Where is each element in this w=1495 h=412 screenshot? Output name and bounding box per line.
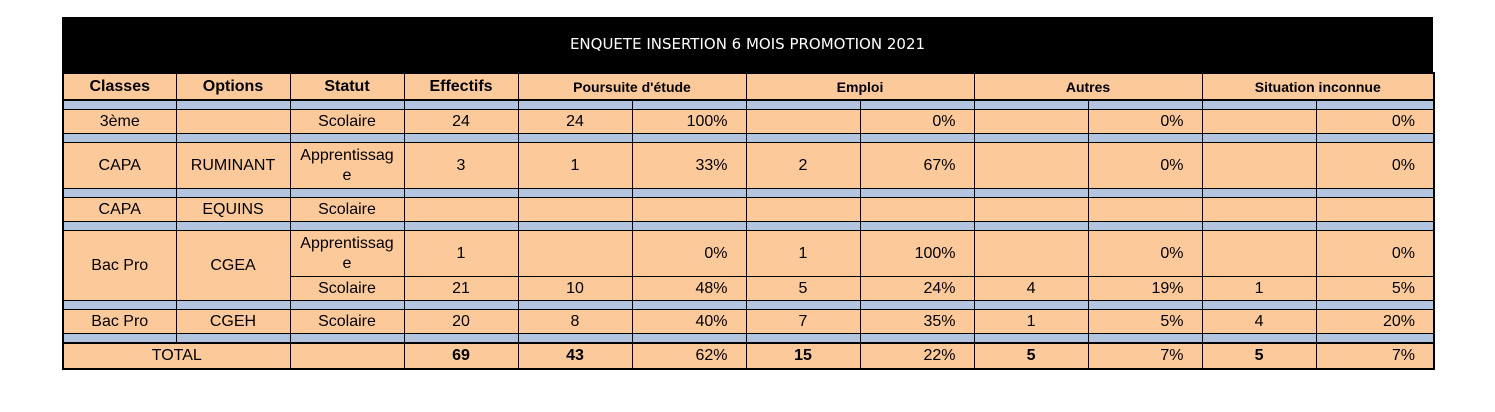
separator-cell bbox=[404, 134, 518, 143]
cell-si-p: 5% bbox=[1316, 277, 1434, 301]
total-au-n: 5 bbox=[974, 343, 1088, 369]
separator-cell bbox=[632, 222, 746, 231]
cell-option: EQUINS bbox=[176, 198, 290, 222]
separator-cell bbox=[1202, 301, 1316, 310]
separator-cell bbox=[746, 100, 860, 110]
table-body bbox=[63, 100, 1434, 369]
table-row bbox=[63, 110, 1434, 134]
cell-option bbox=[176, 110, 290, 134]
separator-cell bbox=[404, 100, 518, 110]
separator-cell bbox=[518, 301, 632, 310]
total-pe-p: 62% bbox=[632, 343, 746, 369]
separator-cell bbox=[1202, 222, 1316, 231]
cell-au-n: 1 bbox=[974, 310, 1088, 334]
separator-cell bbox=[1202, 134, 1316, 143]
cell-pe-n: 24 bbox=[518, 110, 632, 134]
separator-cell bbox=[1316, 189, 1434, 198]
separator-cell bbox=[404, 189, 518, 198]
cell-pe-p: 0% bbox=[632, 231, 746, 277]
total-si-p: 7% bbox=[1316, 343, 1434, 369]
cell-pe-p bbox=[632, 198, 746, 222]
separator-cell bbox=[176, 189, 290, 198]
cell-pe-p: 48% bbox=[632, 277, 746, 301]
separator-cell bbox=[632, 134, 746, 143]
separator-cell bbox=[518, 222, 632, 231]
cell-si-n: 1 bbox=[1202, 277, 1316, 301]
cell-classe: CAPA bbox=[63, 198, 176, 222]
separator-cell bbox=[632, 334, 746, 344]
cell-option: RUMINANT bbox=[176, 143, 290, 189]
cell-em-p: 24% bbox=[860, 277, 974, 301]
separator-cell bbox=[746, 134, 860, 143]
cell-statut: Scolaire bbox=[290, 110, 404, 134]
cell-classe: Bac Pro bbox=[63, 231, 176, 301]
separator-cell bbox=[176, 222, 290, 231]
cell-au-p: 19% bbox=[1088, 277, 1202, 301]
cell-em-n: 5 bbox=[746, 277, 860, 301]
separator-cell bbox=[176, 301, 290, 310]
cell-effectif: 21 bbox=[404, 277, 518, 301]
cell-em-p: 67% bbox=[860, 143, 974, 189]
cell-pe-p: 100% bbox=[632, 110, 746, 134]
separator-cell bbox=[290, 189, 404, 198]
total-pe-n: 43 bbox=[518, 343, 632, 369]
cell-effectif bbox=[404, 198, 518, 222]
header-poursuite: Poursuite d'étude bbox=[518, 73, 746, 100]
separator-cell bbox=[860, 189, 974, 198]
cell-au-p: 0% bbox=[1088, 110, 1202, 134]
cell-statut: Apprentissag e bbox=[290, 143, 404, 189]
cell-au-p: 5% bbox=[1088, 310, 1202, 334]
separator-cell bbox=[1316, 134, 1434, 143]
cell-option: CGEA bbox=[176, 231, 290, 301]
separator-cell bbox=[974, 334, 1088, 344]
separator-cell bbox=[746, 222, 860, 231]
cell-em-p bbox=[860, 198, 974, 222]
total-row bbox=[63, 343, 1434, 369]
cell-effectif: 1 bbox=[404, 231, 518, 277]
header-row bbox=[63, 73, 1434, 100]
cell-si-p: 20% bbox=[1316, 310, 1434, 334]
cell-statut: Scolaire bbox=[290, 277, 404, 301]
separator-cell bbox=[404, 301, 518, 310]
cell-pe-p: 40% bbox=[632, 310, 746, 334]
separator-row bbox=[63, 334, 1434, 344]
cell-em-p: 35% bbox=[860, 310, 974, 334]
cell-si-p: 0% bbox=[1316, 143, 1434, 189]
separator-cell bbox=[176, 334, 290, 344]
cell-statut: Scolaire bbox=[290, 310, 404, 334]
cell-au-p bbox=[1088, 198, 1202, 222]
separator-cell bbox=[63, 334, 176, 344]
header-effectifs: Effectifs bbox=[404, 73, 518, 100]
separator-cell bbox=[860, 334, 974, 344]
cell-classe: 3ème bbox=[63, 110, 176, 134]
separator-cell bbox=[290, 134, 404, 143]
separator-cell bbox=[1088, 222, 1202, 231]
separator-cell bbox=[176, 134, 290, 143]
cell-si-n bbox=[1202, 110, 1316, 134]
separator-cell bbox=[518, 334, 632, 344]
separator-cell bbox=[63, 134, 176, 143]
total-si-n: 5 bbox=[1202, 343, 1316, 369]
total-em-p: 22% bbox=[860, 343, 974, 369]
separator-cell bbox=[974, 301, 1088, 310]
total-label: TOTAL bbox=[63, 343, 290, 369]
separator-row bbox=[63, 301, 1434, 310]
separator-cell bbox=[1088, 134, 1202, 143]
separator-cell bbox=[1202, 334, 1316, 344]
separator-cell bbox=[1088, 301, 1202, 310]
insertion-table bbox=[62, 72, 1435, 370]
cell-em-n bbox=[746, 110, 860, 134]
separator-cell bbox=[974, 189, 1088, 198]
cell-au-p: 0% bbox=[1088, 231, 1202, 277]
cell-au-p: 0% bbox=[1088, 143, 1202, 189]
table-row bbox=[63, 231, 1434, 277]
cell-si-p bbox=[1316, 198, 1434, 222]
separator-cell bbox=[63, 189, 176, 198]
separator-cell bbox=[176, 100, 290, 110]
separator-cell bbox=[860, 222, 974, 231]
separator-cell bbox=[974, 100, 1088, 110]
separator-cell bbox=[746, 301, 860, 310]
separator-cell bbox=[632, 301, 746, 310]
cell-em-n: 1 bbox=[746, 231, 860, 277]
cell-si-p: 0% bbox=[1316, 231, 1434, 277]
separator-cell bbox=[632, 100, 746, 110]
cell-si-n bbox=[1202, 143, 1316, 189]
separator-cell bbox=[1316, 222, 1434, 231]
separator-cell bbox=[290, 334, 404, 344]
cell-pe-n bbox=[518, 231, 632, 277]
total-effectif: 69 bbox=[404, 343, 518, 369]
separator-cell bbox=[1316, 334, 1434, 344]
cell-si-n bbox=[1202, 231, 1316, 277]
separator-cell bbox=[404, 222, 518, 231]
separator-cell bbox=[1088, 100, 1202, 110]
header-statut: Statut bbox=[290, 73, 404, 100]
separator-cell bbox=[1316, 301, 1434, 310]
table-row bbox=[63, 143, 1434, 189]
cell-statut: Scolaire bbox=[290, 198, 404, 222]
cell-pe-p: 33% bbox=[632, 143, 746, 189]
separator-cell bbox=[1202, 189, 1316, 198]
header-options: Options bbox=[176, 73, 290, 100]
cell-au-n: 4 bbox=[974, 277, 1088, 301]
table-row bbox=[63, 198, 1434, 222]
total-au-p: 7% bbox=[1088, 343, 1202, 369]
separator-row bbox=[63, 100, 1434, 110]
separator-cell bbox=[290, 301, 404, 310]
separator-cell bbox=[860, 100, 974, 110]
separator-row bbox=[63, 134, 1434, 143]
cell-effectif: 24 bbox=[404, 110, 518, 134]
cell-em-p: 100% bbox=[860, 231, 974, 277]
cell-classe: Bac Pro bbox=[63, 310, 176, 334]
cell-em-p: 0% bbox=[860, 110, 974, 134]
header-emploi: Emploi bbox=[746, 73, 974, 100]
separator-cell bbox=[63, 301, 176, 310]
cell-pe-n bbox=[518, 198, 632, 222]
cell-si-n: 4 bbox=[1202, 310, 1316, 334]
header-autres: Autres bbox=[974, 73, 1202, 100]
table-title: ENQUETE INSERTION 6 MOIS PROMOTION 2021 bbox=[62, 17, 1433, 72]
cell-au-n bbox=[974, 110, 1088, 134]
separator-cell bbox=[860, 134, 974, 143]
separator-cell bbox=[1088, 334, 1202, 344]
header-classes: Classes bbox=[63, 73, 176, 100]
separator-cell bbox=[518, 189, 632, 198]
separator-cell bbox=[632, 189, 746, 198]
separator-cell bbox=[746, 189, 860, 198]
separator-cell bbox=[1202, 100, 1316, 110]
cell-em-n bbox=[746, 198, 860, 222]
separator-cell bbox=[290, 222, 404, 231]
cell-option: CGEH bbox=[176, 310, 290, 334]
cell-em-n: 2 bbox=[746, 143, 860, 189]
cell-au-n bbox=[974, 198, 1088, 222]
separator-cell bbox=[404, 334, 518, 344]
cell-si-n bbox=[1202, 198, 1316, 222]
cell-au-n bbox=[974, 143, 1088, 189]
separator-row bbox=[63, 189, 1434, 198]
table-row bbox=[63, 310, 1434, 334]
cell-effectif: 3 bbox=[404, 143, 518, 189]
separator-cell bbox=[1088, 189, 1202, 198]
separator-cell bbox=[1316, 100, 1434, 110]
separator-cell bbox=[518, 100, 632, 110]
separator-cell bbox=[290, 100, 404, 110]
cell-pe-n: 8 bbox=[518, 310, 632, 334]
cell-pe-n: 1 bbox=[518, 143, 632, 189]
separator-cell bbox=[974, 222, 1088, 231]
separator-cell bbox=[63, 222, 176, 231]
separator-cell bbox=[518, 134, 632, 143]
separator-cell bbox=[860, 301, 974, 310]
survey-sheet bbox=[62, 17, 1433, 370]
cell-effectif: 20 bbox=[404, 310, 518, 334]
separator-cell bbox=[974, 134, 1088, 143]
separator-row bbox=[63, 222, 1434, 231]
cell-pe-n: 10 bbox=[518, 277, 632, 301]
cell-classe: CAPA bbox=[63, 143, 176, 189]
total-em-n: 15 bbox=[746, 343, 860, 369]
separator-cell bbox=[746, 334, 860, 344]
total-statut bbox=[290, 343, 404, 369]
cell-si-p: 0% bbox=[1316, 110, 1434, 134]
cell-em-n: 7 bbox=[746, 310, 860, 334]
cell-statut: Apprentissag e bbox=[290, 231, 404, 277]
cell-au-n bbox=[974, 231, 1088, 277]
header-situation: Situation inconnue bbox=[1202, 73, 1434, 100]
separator-cell bbox=[63, 100, 176, 110]
